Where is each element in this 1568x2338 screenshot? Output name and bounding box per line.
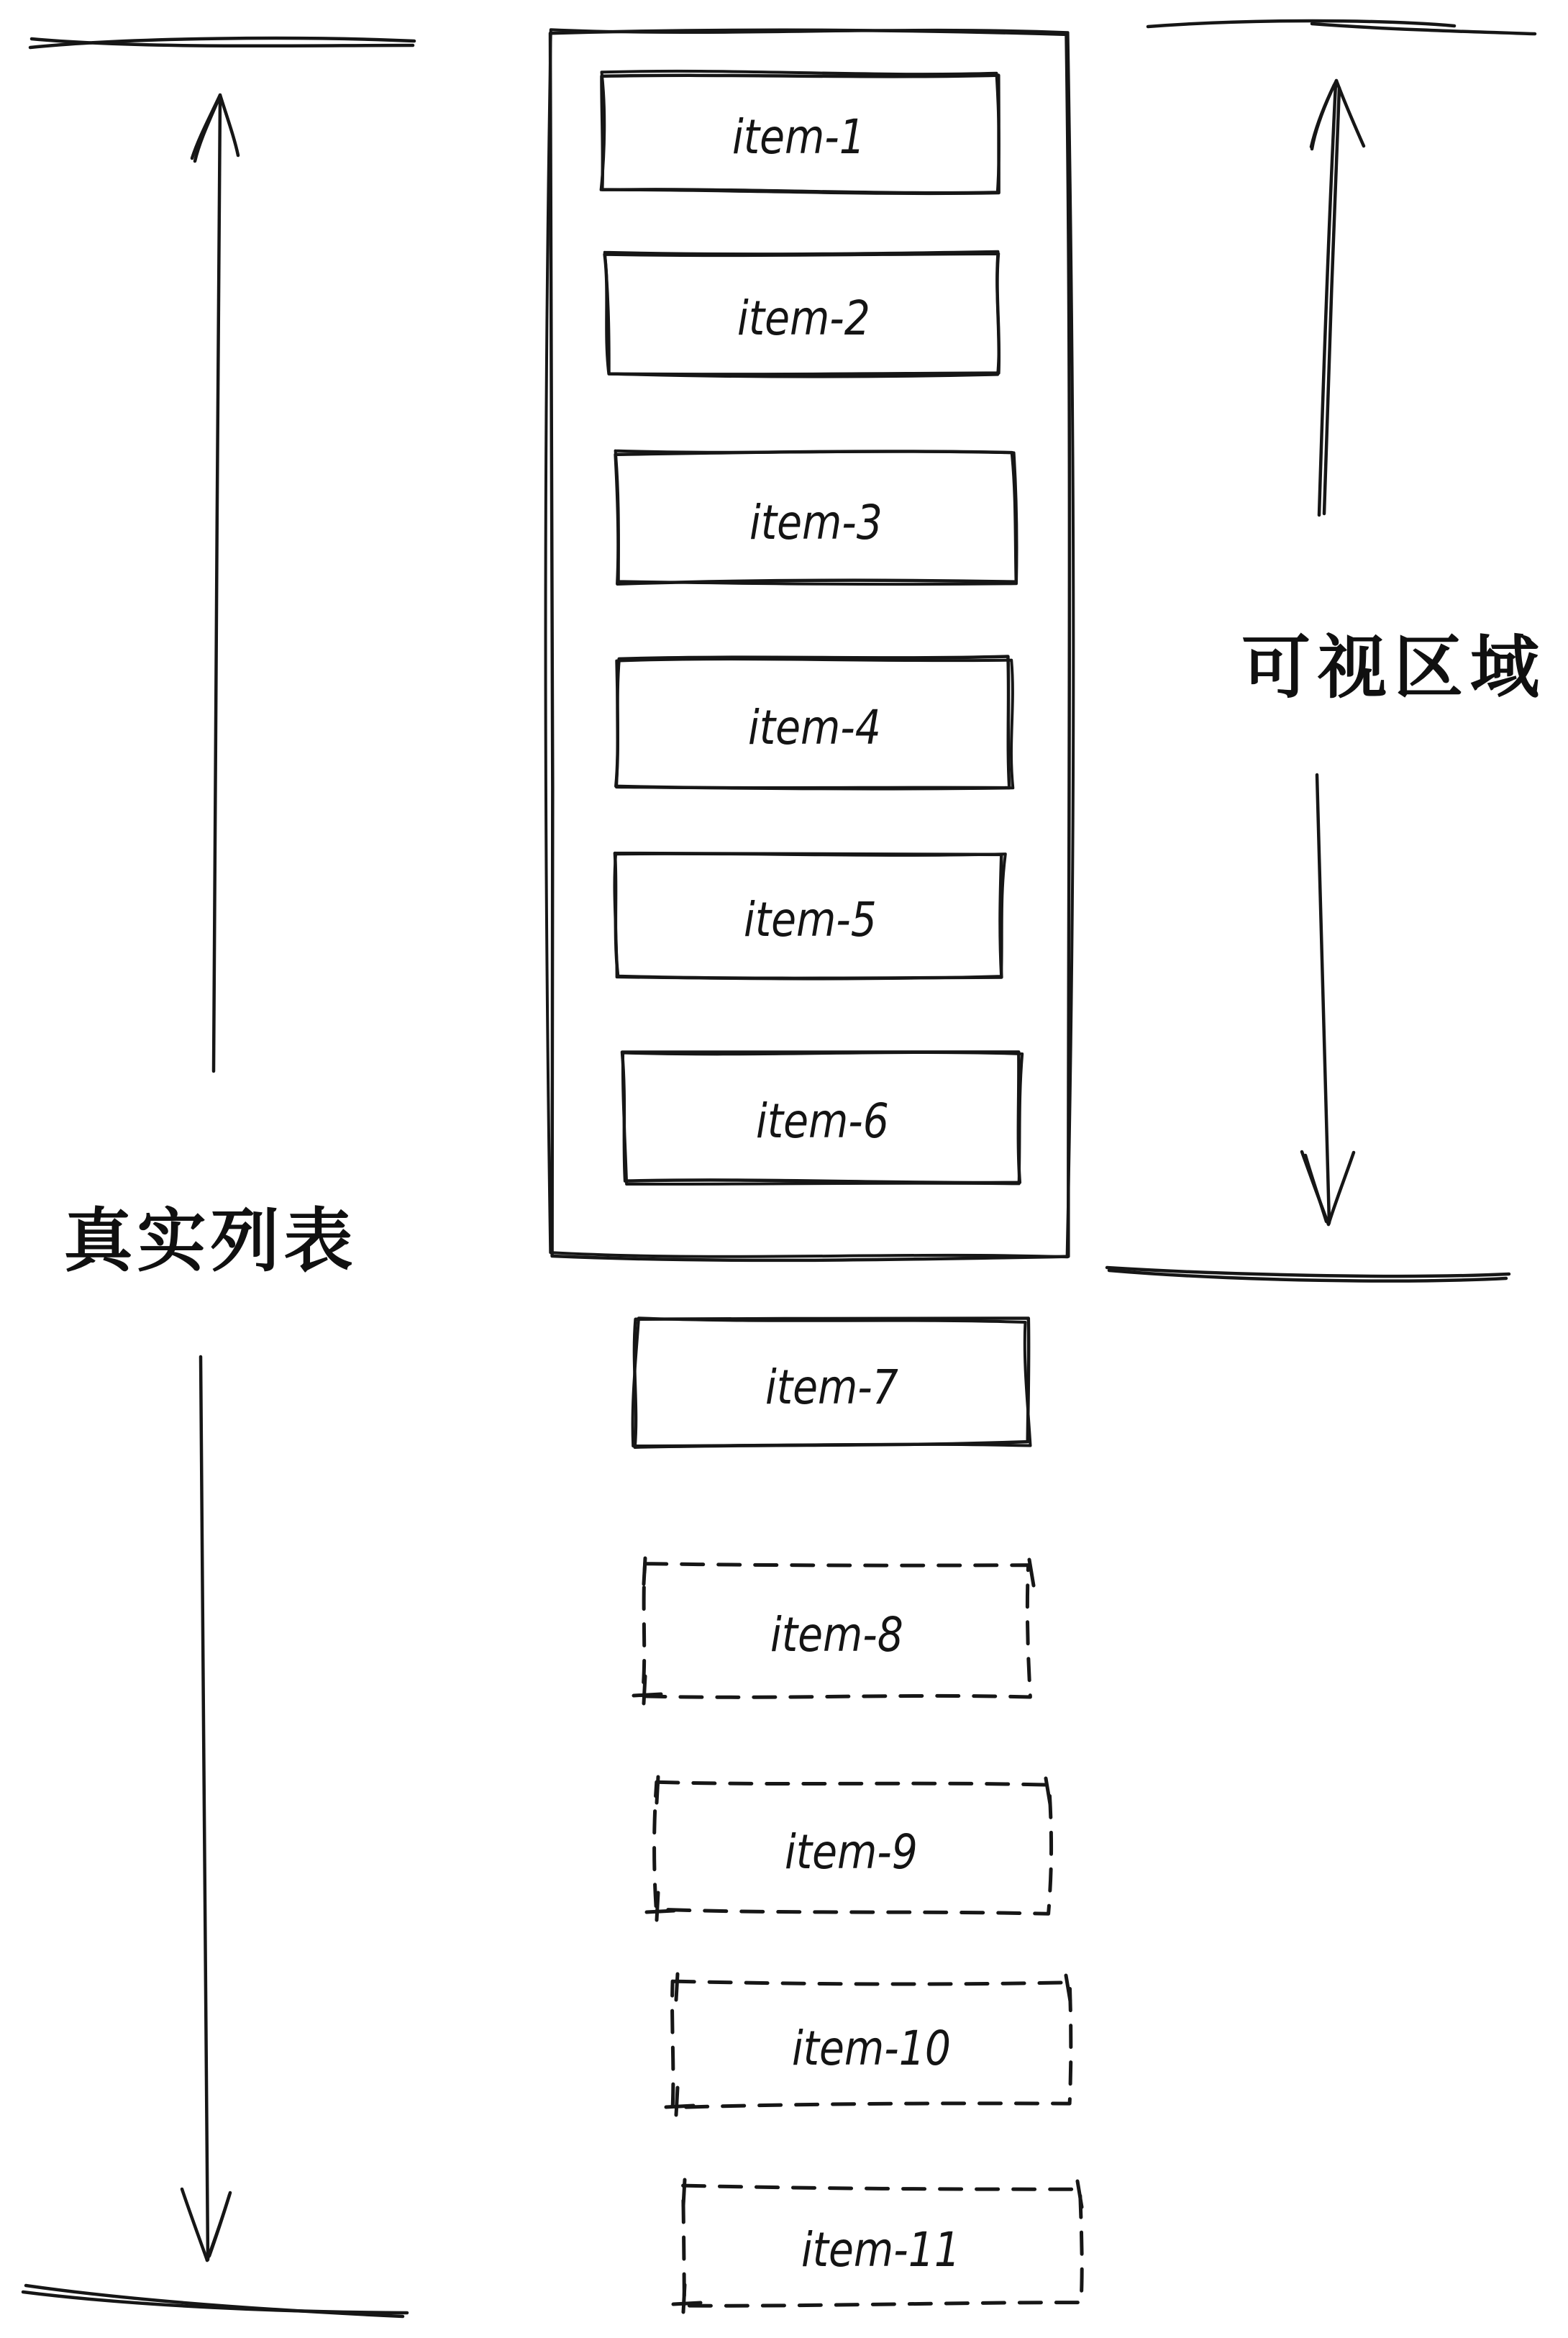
corner-tick (683, 2180, 685, 2206)
list-item-label-text: item-3 (749, 495, 883, 550)
list-item-box (633, 1318, 1031, 1446)
viewport-bottom-boundary-line (1107, 1268, 1509, 1281)
corner-tick (676, 1974, 678, 2000)
corner-tick (676, 2088, 678, 2115)
corner-tick (1066, 1975, 1070, 2001)
list-item-label-text: item-4 (748, 699, 881, 755)
list-item-box (601, 71, 999, 193)
list-item-label-text: item-5 (743, 891, 877, 947)
real-list-label: 真实列表 (63, 1202, 357, 1280)
list-item-box-dashed (683, 2185, 1082, 2306)
list-item-box-dashed (642, 1564, 1030, 1698)
corner-tick (683, 2285, 685, 2312)
list-item-label-text: item-1 (732, 109, 865, 165)
corner-tick (666, 2106, 693, 2107)
real-list-up-arrow (192, 95, 238, 1071)
list-item-box (616, 659, 1013, 788)
list-item-label-text: item-11 (801, 2221, 960, 2278)
corner-tick (673, 2303, 701, 2304)
list-item-label-text: item-2 (737, 290, 870, 346)
list-item-box-dashed (655, 1782, 1052, 1914)
list-item-box (601, 76, 998, 194)
list-item-box (615, 853, 1002, 978)
viewport-top-boundary-line (1148, 21, 1535, 34)
real-list-bottom-boundary-line (23, 2285, 407, 2316)
list-item-box (614, 854, 1005, 979)
list-item-label-text: item-10 (791, 2020, 951, 2076)
corner-tick (1029, 1560, 1034, 1586)
viewport-box-stroke (550, 30, 1070, 1260)
viewport-down-arrow (1302, 775, 1354, 1224)
list-item-label-text: item-8 (770, 1606, 903, 1662)
list-item-box (623, 1052, 1022, 1184)
corner-tick (1046, 1778, 1050, 1804)
list-item-box (616, 657, 1009, 788)
corner-tick (1077, 2181, 1082, 2207)
corner-tick (657, 1893, 658, 1920)
list-item-label-text: item-7 (765, 1359, 898, 1415)
corner-tick (657, 1777, 658, 1803)
list-item-box-dashed (673, 1981, 1071, 2108)
viewport-up-arrow (1311, 81, 1364, 515)
list-item-box (616, 451, 1016, 583)
corner-tick (644, 1676, 645, 1704)
real-list-down-arrow (182, 1357, 230, 2260)
list-item-box (622, 1052, 1020, 1183)
real-list-top-boundary-line (30, 38, 414, 47)
list-item-box (605, 254, 999, 375)
list-item-label-text: item-9 (785, 1824, 918, 1880)
list-item-box (616, 451, 1017, 585)
visible-area-label: 可视区域 (1241, 629, 1546, 706)
corner-tick (647, 1911, 674, 1912)
corner-tick (634, 1694, 661, 1696)
list-item-boxes (601, 71, 1082, 2312)
list-item-box (634, 1319, 1029, 1447)
list-item-label-text: item-6 (755, 1093, 889, 1149)
corner-tick (644, 1558, 645, 1584)
list-item-box (605, 252, 999, 377)
